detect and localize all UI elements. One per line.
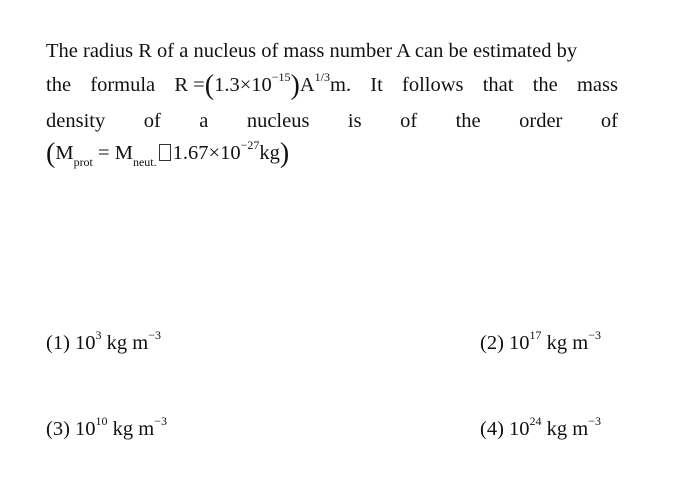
option-1[interactable] (46, 330, 161, 355)
option-label: (3) (46, 417, 70, 440)
formula-coefficient: 1.3 (214, 73, 240, 96)
neutron-mass-symbol: M (114, 141, 133, 164)
option-label: (4) (480, 417, 504, 440)
mass-times: × (208, 141, 221, 164)
question-line-3 (46, 110, 618, 133)
question-line-1 (46, 40, 618, 63)
word: a (199, 110, 209, 132)
formula-base: 10 (251, 73, 272, 96)
formula-variable: A (299, 73, 315, 96)
radius-formula (174, 69, 352, 101)
word: of (143, 110, 161, 132)
option-exponent: 24 (529, 414, 542, 428)
mass-value: 1.67 (172, 141, 209, 164)
mass-exponent: −27 (240, 138, 260, 152)
formula-variable-exponent: 1/3 (314, 70, 331, 84)
option-unit-exponent: −3 (154, 414, 168, 428)
proton-mass-subscript: prot (73, 154, 93, 169)
word: It (370, 73, 383, 96)
formula-exponent: −15 (271, 70, 291, 84)
option-unit: kg m (546, 417, 589, 440)
condition-close-paren: ) (279, 137, 290, 169)
neutron-mass-subscript: neut. (132, 154, 157, 169)
option-2[interactable] (480, 330, 601, 355)
word: is (347, 110, 362, 132)
formula-times: × (239, 73, 252, 96)
formula-lhs: R (174, 73, 189, 96)
option-label: (1) (46, 331, 70, 354)
option-unit: kg m (106, 331, 149, 354)
option-3[interactable] (46, 416, 167, 441)
word: that (482, 73, 514, 96)
word: formula (90, 73, 156, 96)
mass-base: 10 (220, 141, 241, 164)
word: the (46, 73, 72, 96)
option-label: (2) (480, 331, 504, 354)
mass-condition (46, 137, 290, 169)
option-unit: kg m (546, 331, 589, 354)
option-base: 10 (509, 417, 530, 440)
condition-open-paren: ( (46, 137, 56, 169)
option-base: 10 (75, 331, 96, 354)
option-unit-exponent: −3 (588, 414, 602, 428)
option-unit-exponent: −3 (588, 328, 602, 342)
missing-glyph-box-icon (159, 144, 171, 161)
question-line-2 (46, 69, 618, 101)
option-base: 10 (75, 417, 96, 440)
option-4[interactable] (480, 416, 601, 441)
word: of (600, 110, 618, 132)
condition-equals: = (98, 141, 110, 164)
formula-equals: = (193, 73, 205, 96)
word: mass (576, 73, 618, 96)
word: follows (402, 73, 464, 96)
word: of (400, 110, 418, 132)
option-unit-exponent: −3 (148, 328, 162, 342)
option-exponent: 10 (95, 414, 108, 428)
formula-period: . (345, 73, 352, 96)
word: nucleus (246, 110, 310, 132)
option-exponent: 3 (95, 328, 102, 342)
proton-mass-symbol: M (55, 141, 74, 164)
word: the (455, 110, 481, 132)
option-unit: kg m (112, 417, 155, 440)
option-base: 10 (509, 331, 530, 354)
question-sentence-start: The radius R of a nucleus of mass number A can be estimated by (46, 40, 578, 62)
word: the (532, 73, 558, 96)
mass-unit: kg (259, 141, 280, 164)
word: order (519, 110, 563, 132)
formula-close-paren: ) (290, 69, 300, 101)
option-exponent: 17 (529, 328, 542, 342)
word: density (46, 110, 106, 132)
formula-unit: m (330, 73, 346, 96)
formula-open-paren: ( (204, 69, 215, 101)
